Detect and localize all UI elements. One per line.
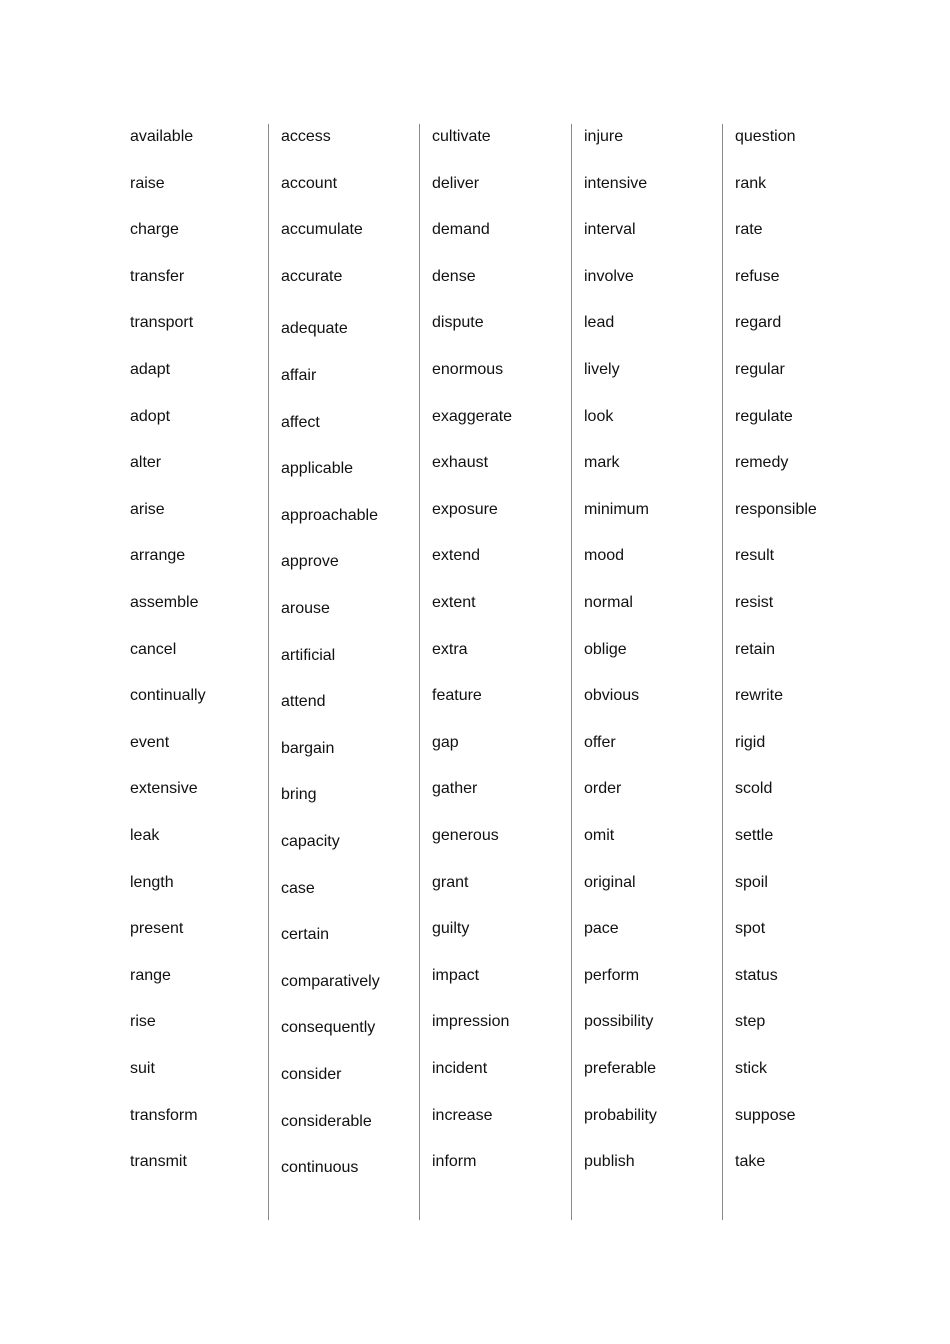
vocabulary-word: exhaust [432, 454, 489, 472]
vocabulary-word: transfer [130, 267, 185, 285]
vocabulary-word: bargain [281, 739, 335, 757]
vocabulary-word: impression [432, 1013, 510, 1031]
vocabulary-word: arise [130, 500, 165, 518]
vocabulary-word: generous [432, 827, 499, 844]
vocabulary-word: approachable [281, 506, 378, 524]
vocabulary-word: approve [281, 553, 339, 571]
vocabulary-word: status [735, 966, 778, 984]
vocabulary-word: gap [432, 733, 459, 751]
vocabulary-word: dense [432, 267, 476, 285]
vocabulary-word: injure [584, 128, 624, 145]
vocabulary-word: access [281, 128, 331, 145]
vocabulary-word: account [281, 174, 338, 192]
vocabulary-word: adapt [130, 361, 171, 378]
vocabulary-word: rate [735, 221, 763, 239]
vocabulary-word: order [584, 780, 622, 798]
word-column-4 [571, 124, 723, 1220]
vocabulary-word: continuous [281, 1159, 359, 1177]
vocabulary-word: original [584, 873, 636, 891]
vocabulary-word: attend [281, 693, 326, 711]
vocabulary-word: possibility [584, 1013, 654, 1031]
vocabulary-word: adopt [130, 407, 171, 425]
vocabulary-word: pace [584, 920, 619, 938]
vocabulary-word: incident [432, 1060, 488, 1077]
vocabulary-word: minimum [584, 500, 649, 518]
vocabulary-word: remedy [735, 454, 789, 472]
vocabulary-word: lively [584, 361, 620, 378]
vocabulary-word: regulate [735, 407, 793, 425]
vocabulary-word: exposure [432, 500, 498, 518]
vocabulary-word: oblige [584, 640, 627, 658]
vocabulary-word: retain [735, 640, 776, 658]
vocabulary-word: rewrite [735, 687, 784, 705]
vocabulary-word: offer [584, 733, 616, 751]
vocabulary-word: event [130, 733, 170, 751]
vocabulary-word: responsible [735, 500, 817, 518]
vocabulary-word: transmit [130, 1153, 187, 1171]
vocabulary-word: refuse [735, 267, 780, 285]
vocabulary-word: omit [584, 827, 615, 844]
vocabulary-word: mood [584, 547, 625, 565]
vocabulary-word: consequently [281, 1019, 376, 1037]
vocabulary-word: probability [584, 1106, 657, 1124]
vocabulary-word: deliver [432, 174, 480, 192]
vocabulary-word: demand [432, 221, 490, 239]
vocabulary-word: extend [432, 547, 481, 565]
vocabulary-word: intensive [584, 174, 648, 192]
word-column-2 [268, 124, 420, 1220]
vocabulary-word: exaggerate [432, 407, 513, 425]
vocabulary-word: settle [735, 827, 774, 844]
vocabulary-word: step [735, 1013, 766, 1031]
vocabulary-word: accurate [281, 267, 343, 285]
vocabulary-word: consider [281, 1066, 342, 1083]
vocabulary-word: affair [281, 367, 317, 384]
vocabulary-word: look [584, 407, 614, 425]
vocabulary-word: present [130, 920, 184, 938]
vocabulary-word: result [735, 547, 775, 565]
vocabulary-word: feature [432, 687, 482, 705]
vocabulary-word: assemble [130, 594, 199, 611]
vocabulary-word: obvious [584, 687, 640, 705]
vocabulary-word: guilty [432, 920, 470, 938]
vocabulary-word: inform [432, 1153, 477, 1171]
vocabulary-word: publish [584, 1153, 635, 1171]
vocabulary-word: stick [735, 1060, 767, 1077]
vocabulary-word: mark [584, 454, 620, 472]
vocabulary-word: alter [130, 454, 162, 472]
vocabulary-word: lead [584, 314, 615, 332]
vocabulary-word: normal [584, 594, 633, 611]
vocabulary-word: cultivate [432, 128, 491, 145]
vocabulary-word: grant [432, 873, 469, 891]
vocabulary-word: comparatively [281, 972, 380, 990]
vocabulary-word: resist [735, 594, 774, 611]
vocabulary-word: accumulate [281, 221, 363, 239]
vocabulary-word: considerable [281, 1112, 372, 1130]
vocabulary-word: bring [281, 786, 317, 804]
vocabulary-word: arouse [281, 600, 330, 617]
vocabulary-word: spoil [735, 873, 768, 891]
vocabulary-word: available [130, 128, 194, 145]
vocabulary-word: question [735, 128, 796, 145]
vocabulary-word: take [735, 1153, 766, 1171]
vocabulary-word: affect [281, 413, 320, 431]
vocabulary-word: artificial [281, 646, 336, 664]
word-column-5 [722, 124, 873, 1220]
vocabulary-word: case [281, 879, 315, 897]
vocabulary-word: rank [735, 174, 767, 192]
vocabulary-word: extent [432, 594, 476, 611]
vocabulary-word: dispute [432, 314, 484, 332]
vocabulary-word: extra [432, 640, 468, 658]
word-column-3 [419, 124, 572, 1220]
vocabulary-word: rise [130, 1013, 156, 1031]
vocabulary-word: extensive [130, 780, 198, 798]
vocabulary-word: transport [130, 314, 194, 332]
vocabulary-word: arrange [130, 547, 186, 565]
vocabulary-word: adequate [281, 320, 348, 338]
vocabulary-word: suppose [735, 1106, 796, 1124]
vocabulary-word: preferable [584, 1060, 657, 1077]
vocabulary-word: cancel [130, 640, 177, 658]
vocabulary-word: capacity [281, 833, 340, 850]
vocabulary-word: leak [130, 827, 160, 844]
vocabulary-word: continually [130, 687, 206, 705]
vocabulary-word: suit [130, 1060, 155, 1077]
vocabulary-word: transform [130, 1106, 198, 1124]
vocabulary-word: regular [735, 361, 785, 378]
vocabulary-word: applicable [281, 460, 354, 478]
vocabulary-word: certain [281, 926, 330, 944]
vocabulary-word: involve [584, 267, 634, 285]
vocabulary-word: gather [432, 780, 478, 798]
vocabulary-word: range [130, 966, 171, 984]
vocabulary-word: raise [130, 174, 165, 192]
vocabulary-word: scold [735, 780, 773, 798]
vocabulary-word: charge [130, 221, 179, 239]
vocabulary-word: increase [432, 1106, 493, 1124]
vocabulary-word: spot [735, 920, 766, 938]
vocabulary-word: impact [432, 966, 480, 984]
word-column-1 [118, 124, 268, 1220]
vocabulary-word: perform [584, 966, 640, 984]
vocabulary-word: enormous [432, 361, 504, 378]
vocabulary-word: regard [735, 314, 782, 332]
vocabulary-word: interval [584, 221, 636, 239]
vocabulary-word: rigid [735, 733, 766, 751]
vocabulary-word: length [130, 873, 174, 891]
